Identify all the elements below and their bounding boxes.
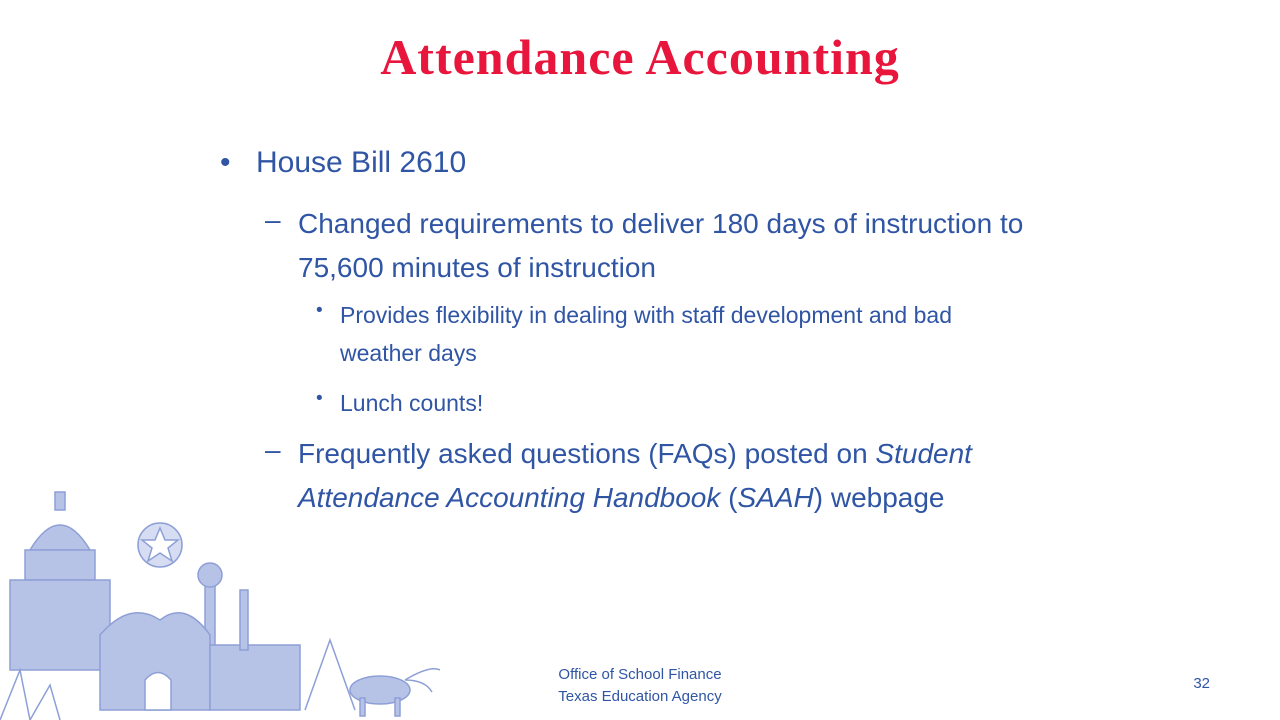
footer-office: Office of School Finance xyxy=(558,666,722,683)
faq-text-part2: ( xyxy=(720,482,738,513)
faq-text-part3: ) webpage xyxy=(813,482,945,513)
longhorn-leg xyxy=(395,698,400,716)
bullet-marker: • xyxy=(316,388,323,409)
texas-landmarks-illustration xyxy=(0,470,440,720)
sub-sub-bullet-flexibility xyxy=(340,296,1160,372)
plants xyxy=(0,670,60,720)
dash-marker: – xyxy=(265,204,281,235)
oil-derrick xyxy=(305,640,355,710)
bullet-marker: • xyxy=(316,300,323,321)
bullet-marker: • xyxy=(220,146,231,179)
faq-italic-student: Student xyxy=(875,438,972,469)
tower-top xyxy=(198,563,222,587)
footer-agency: Texas Education Agency xyxy=(558,688,722,705)
sub-bullet-text-line1: Changed requirements to deliver 180 days of instruction to xyxy=(298,208,1024,239)
alamo-wing xyxy=(210,645,300,710)
sub-sub-bullet-text-line2: weather days xyxy=(340,340,477,366)
sub-bullet-changed-requirements xyxy=(298,202,1218,290)
capitol-base xyxy=(10,580,110,670)
faq-italic-handbook: Attendance Accounting Handbook xyxy=(298,482,721,513)
longhorn-leg xyxy=(360,698,365,716)
page-number: 32 xyxy=(1193,675,1210,692)
dash-marker: – xyxy=(265,434,281,465)
sub-sub-bullet-text-line1: Provides flexibility in dealing with staff development and bad xyxy=(340,302,952,328)
footer-source xyxy=(490,664,790,708)
capitol-dome xyxy=(30,525,90,550)
faq-text-part1: Frequently asked questions (FAQs) posted on xyxy=(298,438,876,469)
bullet-house-bill: House Bill 2610 xyxy=(256,146,467,179)
longhorn-body xyxy=(350,676,410,704)
faq-italic-saah: SAAH xyxy=(737,482,814,513)
sub-sub-bullet-lunch: Lunch counts! xyxy=(340,390,484,416)
sub-bullet-text-line2: 75,600 minutes of instruction xyxy=(298,252,656,283)
slide-title: Attendance Accounting xyxy=(380,29,900,85)
smokestack xyxy=(240,590,248,650)
capitol-drum xyxy=(25,550,95,580)
alamo-door xyxy=(145,673,171,711)
capitol-cupola xyxy=(55,492,65,510)
